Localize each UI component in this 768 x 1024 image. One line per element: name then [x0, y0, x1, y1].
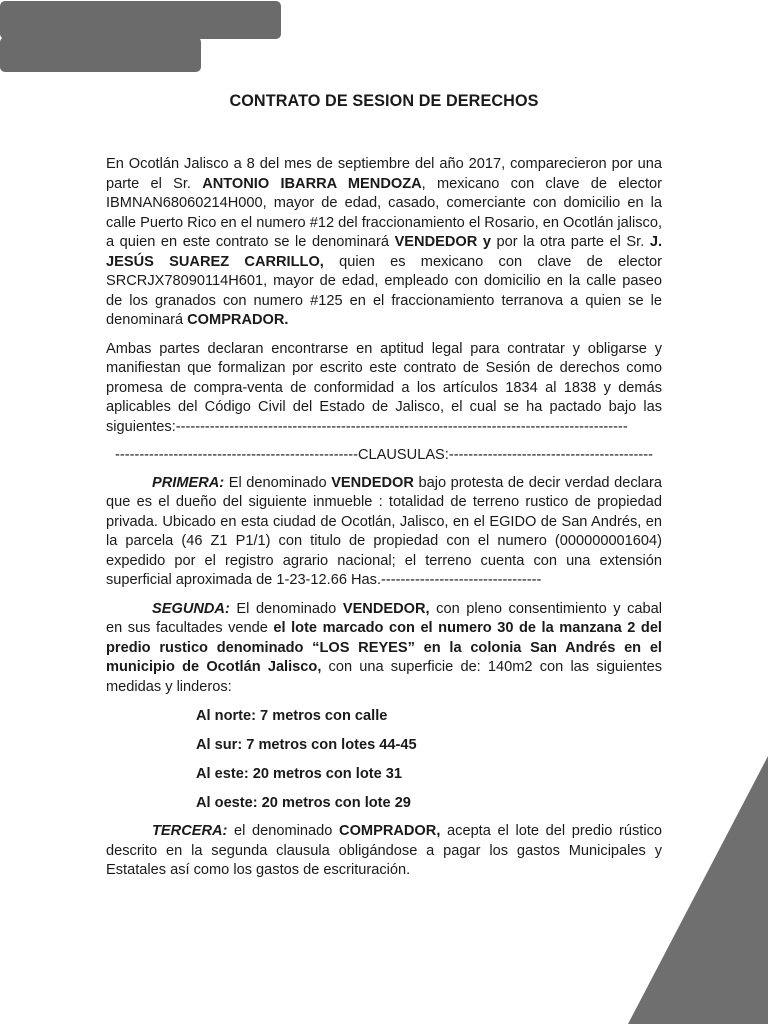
contract-body	[106, 155, 662, 890]
clausulas-heading: --------------------------------------------------CLAUSULAS:------------------------------------------	[115, 447, 653, 463]
boundary-south: Al sur: 7 metros con lotes 44-45	[196, 737, 417, 753]
boundary-north: Al norte: 7 metros con calle	[196, 708, 388, 724]
boundary-east: Al este: 20 metros con lote 31	[196, 766, 403, 782]
corner-triangle-shape	[628, 756, 768, 1024]
seller-name: ANTONIO IBARRA MENDOZA	[202, 175, 422, 192]
clause-label: SEGUNDA:	[152, 600, 230, 617]
bold-term: VENDEDOR,	[342, 600, 430, 617]
text-run: bajo protesta de decir verdad declara que es el dueño del siguiente inmueble : totalidad de terreno rustico de propiedad privada. Ubicado en esta ciudad de Ocotlán, Jalisco, en el EGIDO de San Andrés, en la parcela (46 Z1 P1/1) con titulo de propiedad con el numero (000000001604) expedido por el registro agrario nacional; el terreno cuenta con una extensión superficial aproximada de 1-23-12.66 Has.---------------------------------	[106, 474, 662, 588]
text-run: acepta el lote del predio rústico descrito en la segunda clausula obligándose a pagar los gastos Municipales y Estatales así como los gastos de escrituración.	[106, 823, 662, 878]
document-title: CONTRATO DE SESION DE DERECHOS	[229, 92, 539, 110]
text-run: En Ocotlán Jalisco a 8 del mes de septiembre del año 2017, comparecieron por una parte el Sr.	[106, 156, 662, 192]
boundary-west: Al oeste: 20 metros con lote 29	[196, 795, 411, 811]
corner-triangle-decoration	[628, 756, 768, 1024]
clause-label: TERCERA:	[152, 823, 228, 839]
text-run: El denominado	[224, 474, 332, 491]
text-run: , mexicano con clave de elector IBMNAN68060214H000, mayor de edad, casado, comerciante con domicilio en la calle Puerto Rico en el numero #12 del fraccionamiento el Rosario, en Ocotlán jalisco, a quien en este contrato se le denominará	[106, 175, 662, 250]
buyer-role: COMPRADOR.	[187, 312, 289, 328]
text-run: quien es mexicano con clave de elector SRCRJX78090114H601, mayor de edad, empleado con domicilio en la calle paseo de los granados con numero #125 en el fraccionamiento terranova a quien se le denominará	[106, 253, 662, 328]
clause-tercera	[106, 822, 662, 881]
lot-description: el lote marcado con el numero 30 de la manzana 2 del predio rustico denominado “LOS REYES” en la colonia San Andrés en el municipio de Ocotlán Jalisco,	[106, 620, 662, 675]
paragraph-parties	[106, 155, 662, 331]
clause-primera	[106, 474, 662, 591]
text-run: por la otra parte el Sr.	[490, 234, 650, 250]
paragraph-declaration: Ambas partes declaran encontrarse en aptitud legal para contratar y obligarse y manifiestan que formalizan por escrito este contrato de Sesión de derechos como promesa de compra-venta de conformidad a los artículos 1834 al 1838 y demás aplicables del Código Civil del Estado de Jalisco, el cual se ha pactado bajo las siguientes:---------------------------------------------------------------------------------------------	[106, 340, 662, 435]
redacted-header-block	[0, 37, 201, 72]
bold-term: COMPRADOR,	[339, 823, 441, 839]
redacted-header-block	[0, 1, 281, 39]
text-run: El denominado	[229, 600, 343, 617]
clause-label: PRIMERA:	[152, 474, 225, 491]
seller-role: VENDEDOR y	[394, 234, 491, 250]
text-run: con pleno consentimiento y cabal en sus facultades vende	[106, 600, 662, 636]
text-run: el denominado	[227, 823, 340, 839]
clause-segunda	[106, 600, 662, 698]
text-run: con una superficie de: 140m2 con las siguientes medidas y linderos:	[106, 659, 662, 695]
bold-term: VENDEDOR	[331, 474, 414, 491]
buyer-name: J. JESÚS SUAREZ CARRILLO,	[106, 234, 662, 270]
